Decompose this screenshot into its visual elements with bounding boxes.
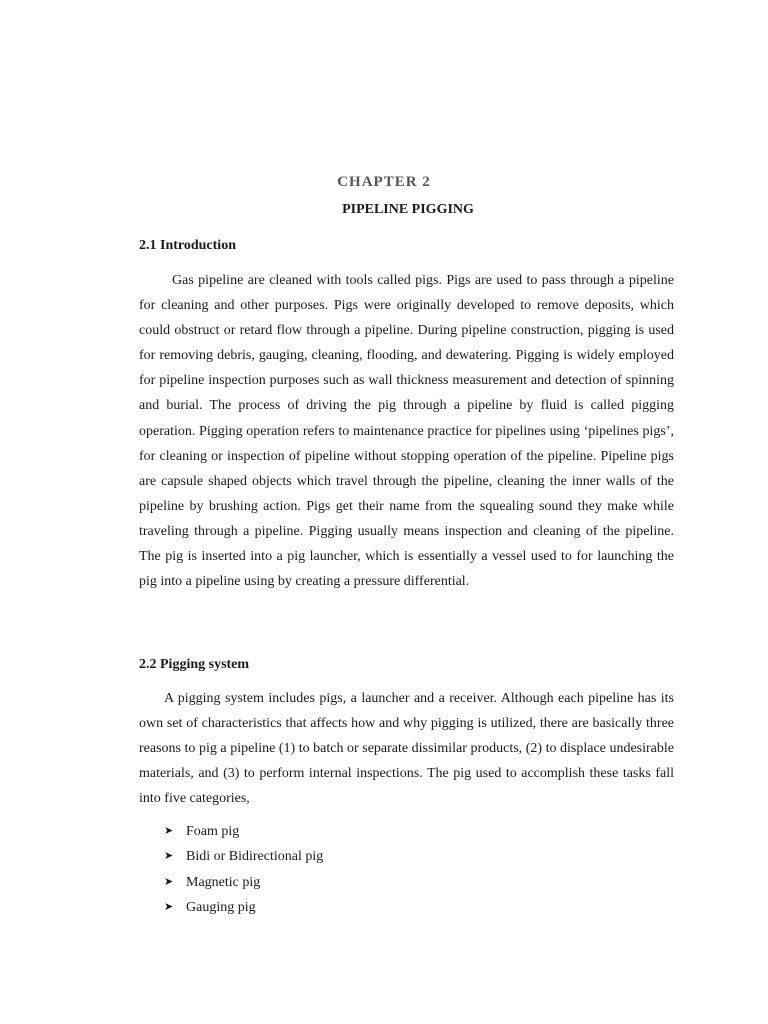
list-item [164,844,323,869]
list-item-label: Foam pig [186,824,240,839]
list-item-label: Bidi or Bidirectional pig [186,849,324,865]
arrowhead-bullet-icon: ➤ [164,900,174,913]
list-item [164,895,323,920]
list-item-label: Gauging pig [186,899,256,915]
section-heading-introduction: 2.1 Introduction [139,238,236,253]
section-paragraph-introduction: Gas pipeline are cleaned with tools called pigs. Pigs are used to pass through a pipeline for cleaning and other purposes. Pigs were originally developed to remove deposits, which could obstruct or retard flow through a pipeline. During pipeline construction, pigging is used for removing debris, gauging, cleaning, flooding, and dewatering. Pigging is widely employed for pipeline inspection purposes such as wall thickness measurement and detection of spinning and burial. The process of driving the pig through a pipeline by fluid is called pigging operation. Pigging operation refers to maintenance practice for pipelines using ‘pipelines pigs’, for cleaning or inspection of pipeline without stopping operation of the pipeline. Pipeline pigs are capsule shaped objects which travel through the pipeline, cleaning the inner walls of the pipeline by brushing action. Pigs get their name from the squealing sound they make while traveling through a pipeline. Pigging usually means inspection and cleaning of the pipeline. The pig is inserted into a pig launcher, which is essentially a vessel used to for launching the pig into a pipeline using by creating a pressure differential. [139,273,674,590]
pig-categories-list [164,819,323,920]
section-paragraph-pigging-system: A pigging system includes pigs, a launcher and a receiver. Although each pipeline has its own set of characteristics that affects how and why pigging is utilized, there are basically three reasons to pig a pipeline (1) to batch or separate dissimilar products, (2) to displace undesirable materials, and (3) to perform internal inspections. The pig used to accomplish these tasks fall into five categories, [139,691,674,807]
chapter-title: PIPELINE PIGGING [342,202,474,217]
arrowhead-bullet-icon: ➤ [164,875,174,888]
list-item-label: Magnetic pig [186,874,261,890]
section-heading-pigging-system: 2.2 Pigging system [139,657,250,672]
chapter-number: CHAPTER 2 [337,174,431,190]
arrowhead-bullet-icon: ➤ [164,850,174,863]
list-item [164,819,323,844]
list-item [164,870,323,895]
arrowhead-bullet-icon: ➤ [164,825,174,837]
